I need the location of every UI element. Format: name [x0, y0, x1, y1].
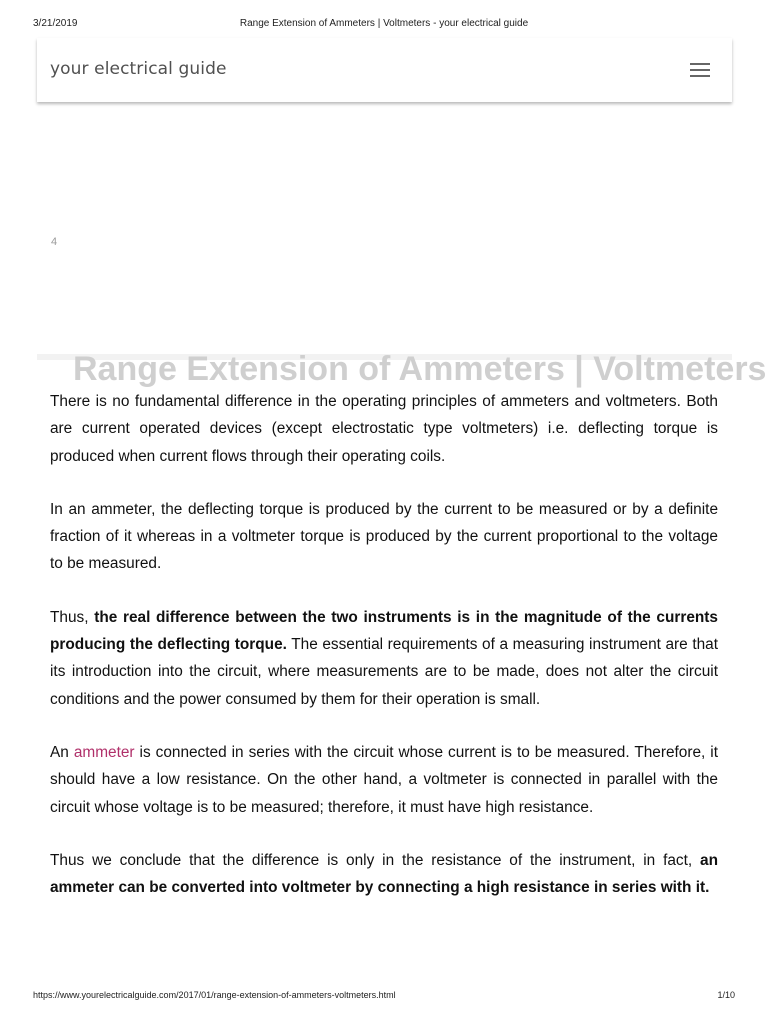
paragraph-1: There is no fundamental difference in the operating principles of ammeters and voltmeters. Both are current operated devices (except electrostatic type voltmeters) i.e. deflecting torque is produced when current flows through their operating coils. [50, 393, 718, 465]
print-date: 3/21/2019 [33, 18, 78, 29]
print-footer [33, 990, 735, 1002]
menu-bar [690, 75, 710, 77]
menu-bar [690, 69, 710, 71]
print-document-title: Range Extension of Ammeters | Voltmeters - your electrical guide [239, 18, 529, 29]
share-counter: 4 [51, 236, 58, 248]
menu-bar [690, 63, 710, 65]
hero-title-strip [37, 346, 767, 388]
print-header [33, 18, 735, 32]
article-body [50, 388, 718, 927]
paragraph-4-intro: An [50, 743, 74, 761]
paragraph-3-rest: The essential requirements of a measuring instrument are that its introduction into the circuit, where measurements are to be made, does not alter the circuit conditions and the power consumed by them for their operation is small. [50, 636, 718, 708]
hamburger-menu-icon[interactable] [690, 62, 710, 78]
paragraph-4 [50, 739, 718, 821]
paragraph-5 [50, 847, 718, 902]
paragraph-5-emphasis: an ammeter can be converted into voltmeter by connecting a high resistance in series with it. [50, 851, 718, 897]
hero-title: Range Extension of Ammeters | Voltmeters [73, 350, 767, 388]
paragraph-3-intro: Thus, [50, 608, 95, 626]
ammeter-link[interactable]: ammeter [73, 743, 135, 761]
paragraph-3 [50, 604, 718, 713]
paragraph-3-emphasis: the real difference between the two instruments is in the magnitude of the currents producing the deflecting torque. [50, 608, 718, 654]
site-header [37, 38, 732, 102]
site-logo[interactable]: your electrical guide [50, 59, 227, 79]
print-url: https://www.yourelectricalguide.com/2017/01/range-extension-of-ammeters-voltmeters.html [33, 990, 396, 1000]
paragraph-5-intro: Thus we conclude that the difference is only in the resistance of the instrument, in fact, [50, 851, 701, 869]
print-page-number: 1/10 [717, 990, 735, 1000]
paragraph-4-rest: is connected in series with the circuit whose current is to be measured. Therefore, it should have a low resistance. On the other hand, a voltmeter is connected in parallel with the circuit whose voltage is to be measured; therefore, it must have high resistance. [50, 743, 718, 816]
paragraph-2: In an ammeter, the deflecting torque is produced by the current to be measured or by a definite fraction of it whereas in a voltmeter torque is produced by the current proportional to the voltage to be measured. [50, 500, 718, 573]
